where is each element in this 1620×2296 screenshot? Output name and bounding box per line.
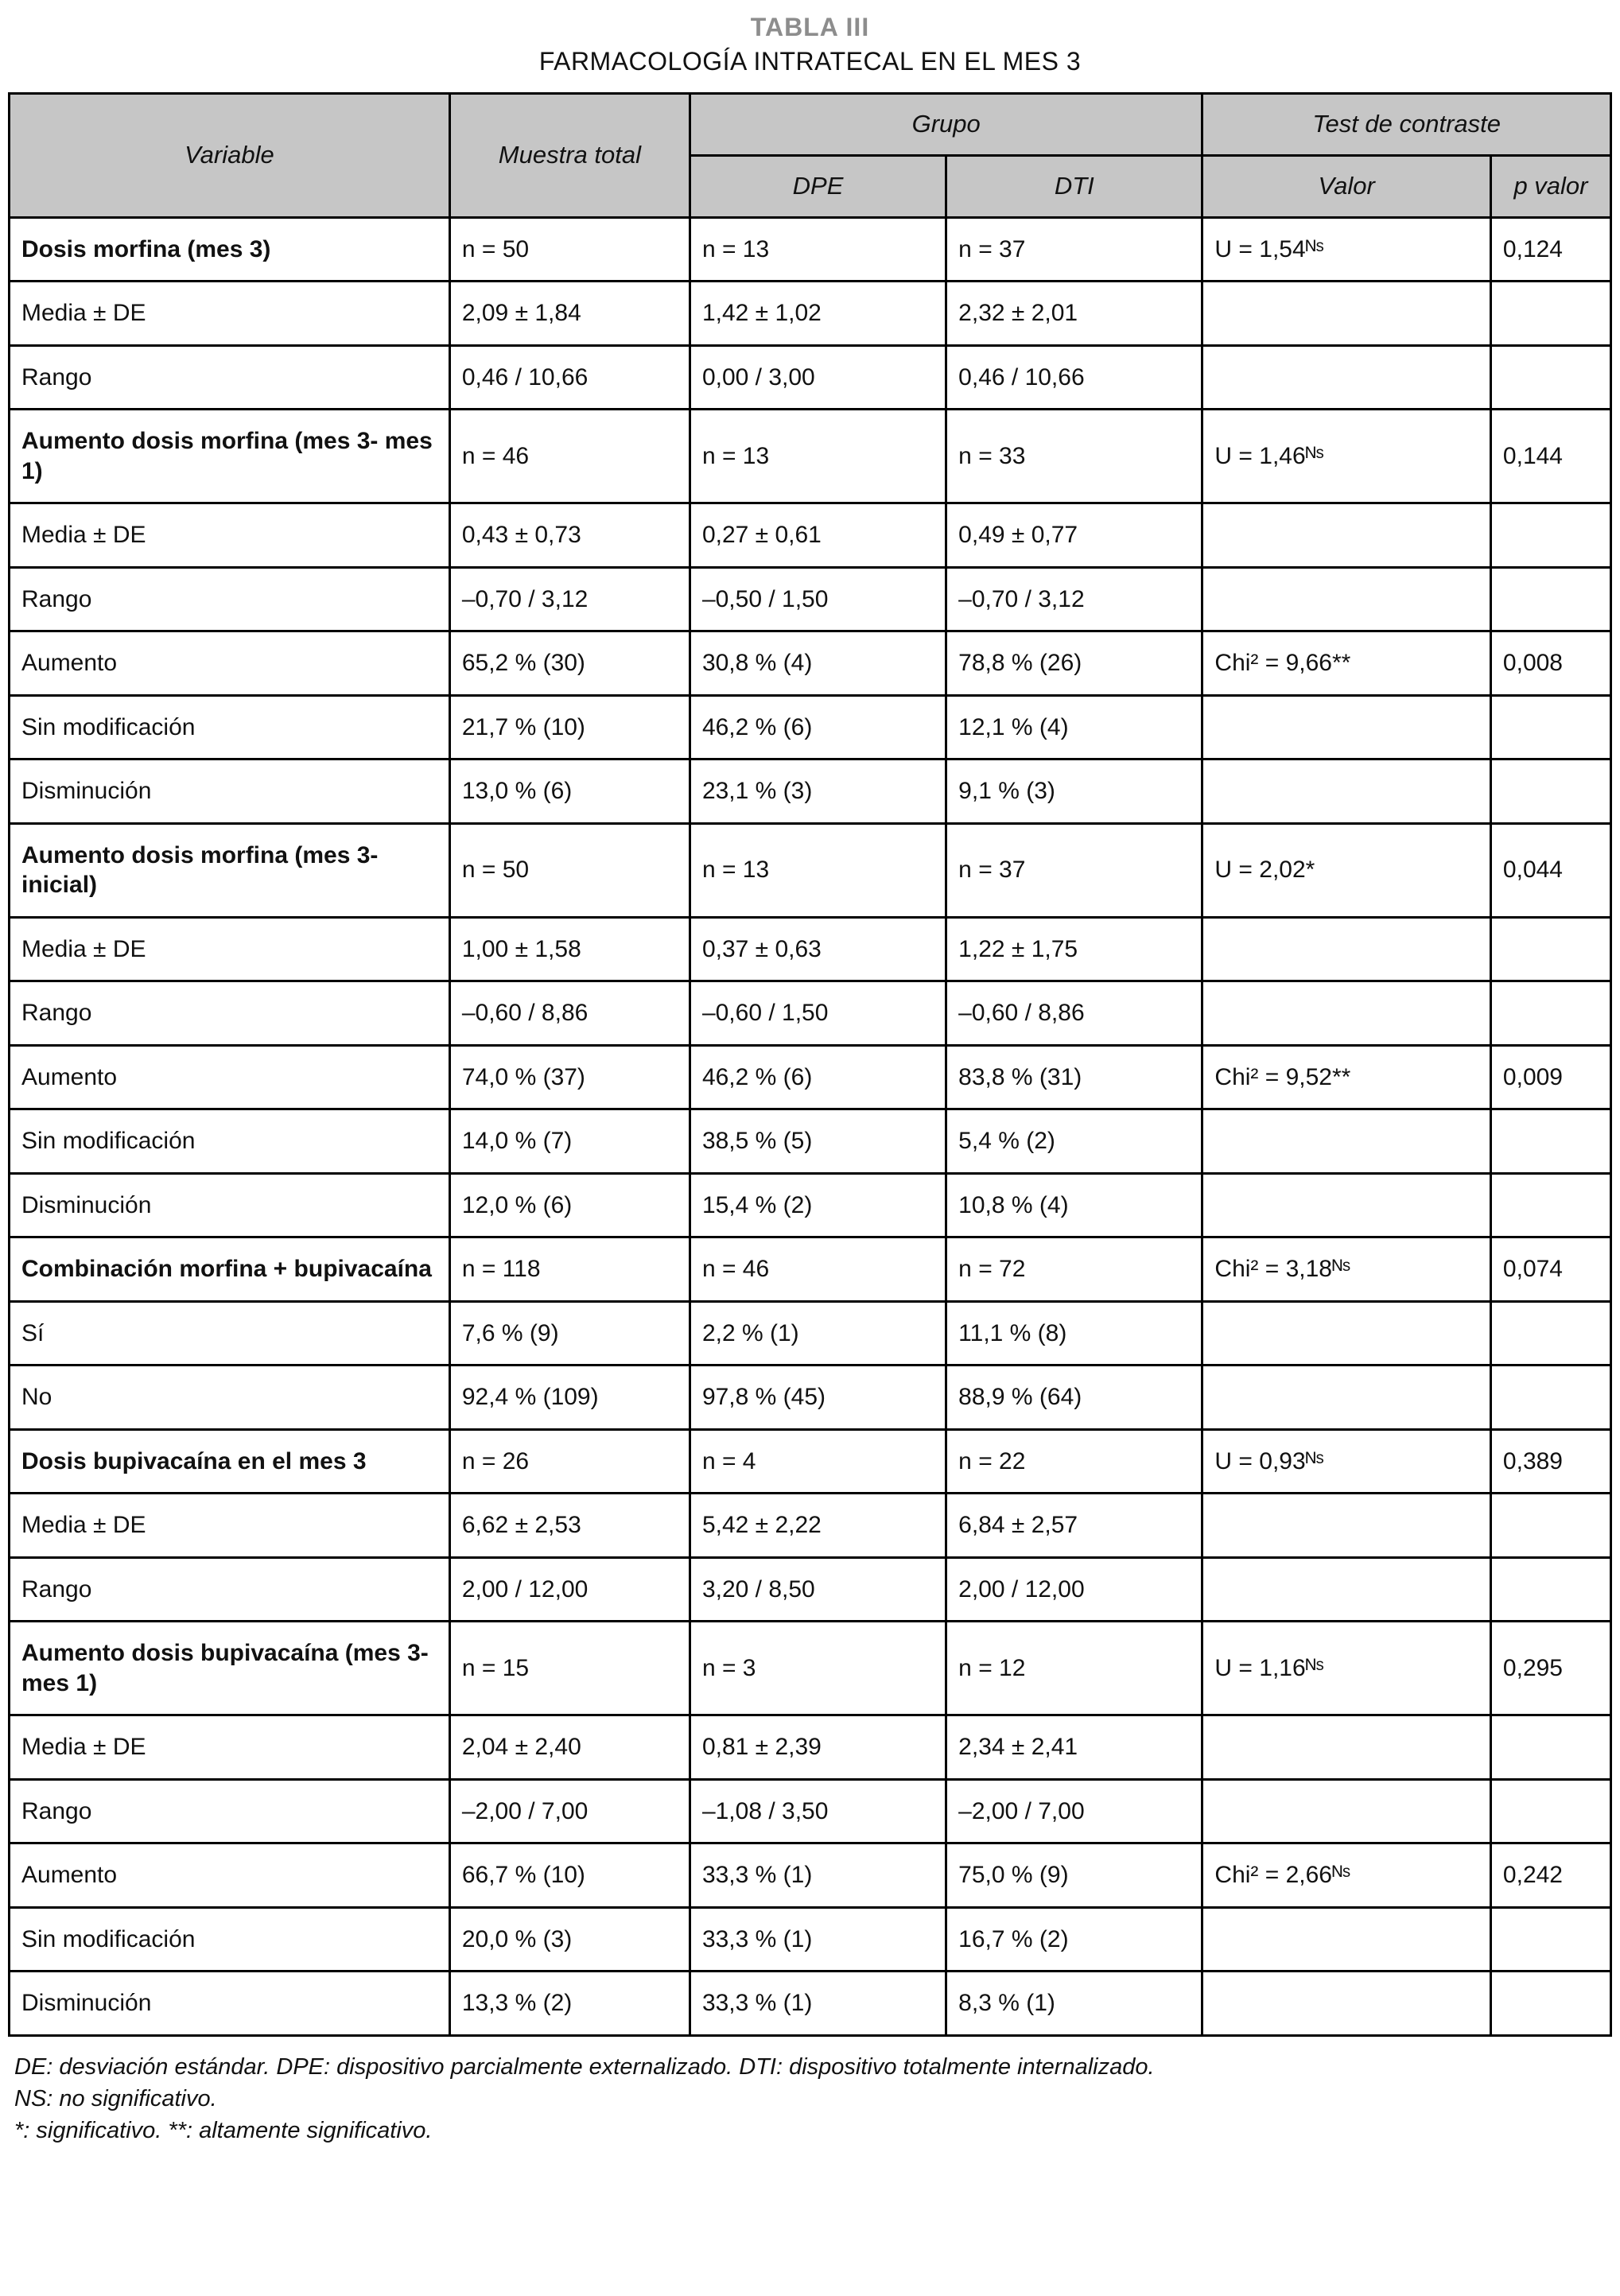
cell-valor — [1202, 1301, 1491, 1366]
cell-p-valor: 0,009 — [1490, 1045, 1610, 1109]
cell-muestra-total: 2,04 ± 2,40 — [449, 1715, 690, 1780]
cell-dti: –2,00 / 7,00 — [946, 1779, 1202, 1843]
table-row — [10, 1237, 1611, 1302]
row-label: Sin modificación — [10, 1907, 450, 1972]
header-dpe: DPE — [690, 155, 946, 217]
table-row — [10, 1109, 1611, 1174]
cell-dti: 11,1 % (8) — [946, 1301, 1202, 1366]
row-label: Disminución — [10, 1972, 450, 2036]
cell-dti: n = 37 — [946, 217, 1202, 282]
cell-dti: 5,4 % (2) — [946, 1109, 1202, 1174]
cell-dti: 12,1 % (4) — [946, 695, 1202, 760]
cell-dpe: 33,3 % (1) — [690, 1972, 946, 2036]
cell-dpe: –1,08 / 3,50 — [690, 1779, 946, 1843]
row-label: Media ± DE — [10, 1715, 450, 1780]
cell-muestra-total: 92,4 % (109) — [449, 1366, 690, 1430]
cell-valor — [1202, 1972, 1491, 2036]
cell-muestra-total: 6,62 ± 2,53 — [449, 1494, 690, 1558]
header-test-de-contraste: Test de contraste — [1202, 94, 1611, 156]
cell-dpe: 23,1 % (3) — [690, 760, 946, 824]
cell-muestra-total: 0,43 ± 0,73 — [449, 503, 690, 568]
table-row — [10, 410, 1611, 503]
cell-dti: 10,8 % (4) — [946, 1173, 1202, 1237]
cell-dpe: –0,50 / 1,50 — [690, 567, 946, 631]
cell-valor — [1202, 981, 1491, 1046]
cell-muestra-total: 7,6 % (9) — [449, 1301, 690, 1366]
cell-muestra-total: –0,60 / 8,86 — [449, 981, 690, 1046]
cell-muestra-total: 65,2 % (30) — [449, 631, 690, 696]
row-label: Rango — [10, 567, 450, 631]
cell-p-valor — [1490, 1173, 1610, 1237]
cell-valor — [1202, 1715, 1491, 1780]
cell-dti: 16,7 % (2) — [946, 1907, 1202, 1972]
table-header — [10, 94, 1611, 218]
row-label: Aumento dosis bupivacaína (mes 3-mes 1) — [10, 1622, 450, 1715]
cell-dpe: n = 3 — [690, 1622, 946, 1715]
cell-dpe: 0,37 ± 0,63 — [690, 917, 946, 981]
cell-dpe: 46,2 % (6) — [690, 1045, 946, 1109]
cell-muestra-total: n = 46 — [449, 410, 690, 503]
cell-dti: 8,3 % (1) — [946, 1972, 1202, 2036]
cell-p-valor — [1490, 345, 1610, 410]
cell-p-valor — [1490, 1779, 1610, 1843]
cell-dti: 6,84 ± 2,57 — [946, 1494, 1202, 1558]
cell-dti: 9,1 % (3) — [946, 760, 1202, 824]
cell-muestra-total: 2,09 ± 1,84 — [449, 282, 690, 346]
cell-p-valor — [1490, 1907, 1610, 1972]
cell-muestra-total: 21,7 % (10) — [449, 695, 690, 760]
table-row — [10, 631, 1611, 696]
cell-dti: 88,9 % (64) — [946, 1366, 1202, 1430]
cell-p-valor: 0,242 — [1490, 1843, 1610, 1908]
cell-dti: 78,8 % (26) — [946, 631, 1202, 696]
row-label: Aumento — [10, 631, 450, 696]
footnote-line: *: significativo. **: altamente significativo. — [14, 2117, 433, 2143]
cell-muestra-total: n = 50 — [449, 217, 690, 282]
cell-dti: n = 22 — [946, 1429, 1202, 1494]
cell-dpe: 38,5 % (5) — [690, 1109, 946, 1174]
table-row — [10, 981, 1611, 1046]
table-row — [10, 345, 1611, 410]
cell-dti: –0,70 / 3,12 — [946, 567, 1202, 631]
header-grupo: Grupo — [690, 94, 1202, 156]
cell-muestra-total: 74,0 % (37) — [449, 1045, 690, 1109]
table-row — [10, 217, 1611, 282]
cell-p-valor: 0,389 — [1490, 1429, 1610, 1494]
cell-muestra-total: n = 50 — [449, 823, 690, 917]
table-row — [10, 1779, 1611, 1843]
cell-valor — [1202, 282, 1491, 346]
cell-valor: Chi² = 9,52** — [1202, 1045, 1491, 1109]
cell-p-valor — [1490, 1301, 1610, 1366]
cell-valor: Chi² = 9,66** — [1202, 631, 1491, 696]
cell-valor: Chi² = 3,18ᴺˢ — [1202, 1237, 1491, 1302]
cell-dti: n = 72 — [946, 1237, 1202, 1302]
row-label: Rango — [10, 1779, 450, 1843]
cell-p-valor — [1490, 1366, 1610, 1430]
cell-muestra-total: –0,70 / 3,12 — [449, 567, 690, 631]
cell-dpe: 30,8 % (4) — [690, 631, 946, 696]
cell-muestra-total: 20,0 % (3) — [449, 1907, 690, 1972]
table-row — [10, 1045, 1611, 1109]
cell-p-valor: 0,074 — [1490, 1237, 1610, 1302]
cell-valor: U = 1,16ᴺˢ — [1202, 1622, 1491, 1715]
cell-valor — [1202, 1173, 1491, 1237]
cell-dpe: n = 13 — [690, 217, 946, 282]
row-label: Sí — [10, 1301, 450, 1366]
cell-valor — [1202, 1779, 1491, 1843]
cell-dpe: n = 13 — [690, 823, 946, 917]
cell-valor — [1202, 1366, 1491, 1430]
table-row — [10, 1843, 1611, 1908]
cell-p-valor — [1490, 760, 1610, 824]
cell-valor: U = 1,54ᴺˢ — [1202, 217, 1491, 282]
table-row — [10, 1301, 1611, 1366]
cell-p-valor: 0,044 — [1490, 823, 1610, 917]
cell-valor — [1202, 345, 1491, 410]
cell-p-valor: 0,008 — [1490, 631, 1610, 696]
table-row — [10, 823, 1611, 917]
header-p-valor: p valor — [1490, 155, 1610, 217]
header-valor: Valor — [1202, 155, 1491, 217]
cell-dti: 2,00 / 12,00 — [946, 1557, 1202, 1622]
cell-muestra-total: n = 26 — [449, 1429, 690, 1494]
cell-dpe: 46,2 % (6) — [690, 695, 946, 760]
cell-dpe: 33,3 % (1) — [690, 1907, 946, 1972]
header-row-1 — [10, 94, 1611, 156]
row-label: Aumento — [10, 1843, 450, 1908]
cell-p-valor — [1490, 282, 1610, 346]
cell-dpe: 15,4 % (2) — [690, 1173, 946, 1237]
cell-valor — [1202, 760, 1491, 824]
cell-muestra-total: n = 118 — [449, 1237, 690, 1302]
cell-p-valor — [1490, 503, 1610, 568]
cell-dpe: 0,00 / 3,00 — [690, 345, 946, 410]
cell-muestra-total: 13,0 % (6) — [449, 760, 690, 824]
cell-dpe: 5,42 ± 2,22 — [690, 1494, 946, 1558]
cell-valor — [1202, 1494, 1491, 1558]
cell-muestra-total: 2,00 / 12,00 — [449, 1557, 690, 1622]
cell-dti: 2,34 ± 2,41 — [946, 1715, 1202, 1780]
cell-muestra-total: 0,46 / 10,66 — [449, 345, 690, 410]
cell-muestra-total: 13,3 % (2) — [449, 1972, 690, 2036]
cell-dti: –0,60 / 8,86 — [946, 981, 1202, 1046]
table-title: TABLA III — [750, 13, 870, 41]
table-row — [10, 1622, 1611, 1715]
cell-p-valor: 0,124 — [1490, 217, 1610, 282]
cell-p-valor — [1490, 1494, 1610, 1558]
cell-p-valor — [1490, 981, 1610, 1046]
cell-dti: 75,0 % (9) — [946, 1843, 1202, 1908]
cell-dpe: 0,81 ± 2,39 — [690, 1715, 946, 1780]
table-row — [10, 1366, 1611, 1430]
cell-dti: 2,32 ± 2,01 — [946, 282, 1202, 346]
cell-valor — [1202, 567, 1491, 631]
cell-muestra-total: 66,7 % (10) — [449, 1843, 690, 1908]
table-row — [10, 567, 1611, 631]
header-muestra-total: Muestra total — [449, 94, 690, 218]
cell-dpe: 97,8 % (45) — [690, 1366, 946, 1430]
table-row — [10, 1715, 1611, 1780]
cell-muestra-total: –2,00 / 7,00 — [449, 1779, 690, 1843]
cell-valor: Chi² = 2,66ᴺˢ — [1202, 1843, 1491, 1908]
cell-dpe: 1,42 ± 1,02 — [690, 282, 946, 346]
cell-p-valor: 0,295 — [1490, 1622, 1610, 1715]
table-body — [10, 217, 1611, 2035]
table-row — [10, 282, 1611, 346]
row-label: Media ± DE — [10, 917, 450, 981]
cell-dpe: 0,27 ± 0,61 — [690, 503, 946, 568]
cell-p-valor: 0,144 — [1490, 410, 1610, 503]
cell-muestra-total: 14,0 % (7) — [449, 1109, 690, 1174]
cell-dpe: 3,20 / 8,50 — [690, 1557, 946, 1622]
row-label: Sin modificación — [10, 695, 450, 760]
cell-dti: n = 33 — [946, 410, 1202, 503]
cell-dti: 0,46 / 10,66 — [946, 345, 1202, 410]
row-label: Aumento dosis morfina (mes 3- mes 1) — [10, 410, 450, 503]
row-label: Media ± DE — [10, 1494, 450, 1558]
cell-valor — [1202, 1109, 1491, 1174]
cell-dpe: 33,3 % (1) — [690, 1843, 946, 1908]
cell-dpe: –0,60 / 1,50 — [690, 981, 946, 1046]
cell-muestra-total: n = 15 — [449, 1622, 690, 1715]
table-row — [10, 1557, 1611, 1622]
row-label: No — [10, 1366, 450, 1430]
cell-muestra-total: 12,0 % (6) — [449, 1173, 690, 1237]
table-row — [10, 1972, 1611, 2036]
row-label: Disminución — [10, 760, 450, 824]
cell-dpe: n = 46 — [690, 1237, 946, 1302]
cell-valor — [1202, 695, 1491, 760]
cell-dpe: 2,2 % (1) — [690, 1301, 946, 1366]
cell-dpe: n = 4 — [690, 1429, 946, 1494]
cell-dpe: n = 13 — [690, 410, 946, 503]
cell-p-valor — [1490, 1557, 1610, 1622]
cell-valor — [1202, 1907, 1491, 1972]
cell-dti: 83,8 % (31) — [946, 1045, 1202, 1109]
table-row — [10, 917, 1611, 981]
row-label: Aumento dosis morfina (mes 3-inicial) — [10, 823, 450, 917]
row-label: Aumento — [10, 1045, 450, 1109]
cell-p-valor — [1490, 1715, 1610, 1780]
cell-valor: U = 0,93ᴺˢ — [1202, 1429, 1491, 1494]
table-row — [10, 1494, 1611, 1558]
header-variable: Variable — [10, 94, 450, 218]
pharmacology-table — [8, 92, 1612, 2037]
cell-dti: 0,49 ± 0,77 — [946, 503, 1202, 568]
cell-valor: U = 2,02* — [1202, 823, 1491, 917]
cell-valor — [1202, 1557, 1491, 1622]
cell-p-valor — [1490, 695, 1610, 760]
row-label: Dosis bupivacaína en el mes 3 — [10, 1429, 450, 1494]
row-label: Rango — [10, 1557, 450, 1622]
footnote-line: NS: no significativo. — [14, 2085, 217, 2111]
row-label: Disminución — [10, 1173, 450, 1237]
cell-p-valor — [1490, 1972, 1610, 2036]
row-label: Media ± DE — [10, 503, 450, 568]
row-label: Rango — [10, 981, 450, 1046]
cell-muestra-total: 1,00 ± 1,58 — [449, 917, 690, 981]
row-label: Sin modificación — [10, 1109, 450, 1174]
table-row — [10, 1173, 1611, 1237]
table-row — [10, 1907, 1611, 1972]
cell-valor — [1202, 503, 1491, 568]
cell-dti: 1,22 ± 1,75 — [946, 917, 1202, 981]
row-label: Dosis morfina (mes 3) — [10, 217, 450, 282]
cell-dti: n = 12 — [946, 1622, 1202, 1715]
table-row — [10, 1429, 1611, 1494]
table-subtitle: FARMACOLOGÍA INTRATECAL EN EL MES 3 — [538, 47, 1082, 76]
table-row — [10, 760, 1611, 824]
row-label: Combinación morfina + bupivacaína — [10, 1237, 450, 1302]
table-row — [10, 503, 1611, 568]
cell-valor: U = 1,46ᴺˢ — [1202, 410, 1491, 503]
row-label: Rango — [10, 345, 450, 410]
footnote-line: DE: desviación estándar. DPE: dispositivo parcialmente externalizado. DTI: dispositivo totalmente internalizado. — [14, 2053, 1155, 2080]
row-label: Media ± DE — [10, 282, 450, 346]
footnotes — [8, 2051, 1612, 2146]
cell-p-valor — [1490, 1109, 1610, 1174]
cell-p-valor — [1490, 567, 1610, 631]
table-row — [10, 695, 1611, 760]
cell-valor — [1202, 917, 1491, 981]
cell-dti: n = 37 — [946, 823, 1202, 917]
header-dti: DTI — [946, 155, 1202, 217]
cell-p-valor — [1490, 917, 1610, 981]
